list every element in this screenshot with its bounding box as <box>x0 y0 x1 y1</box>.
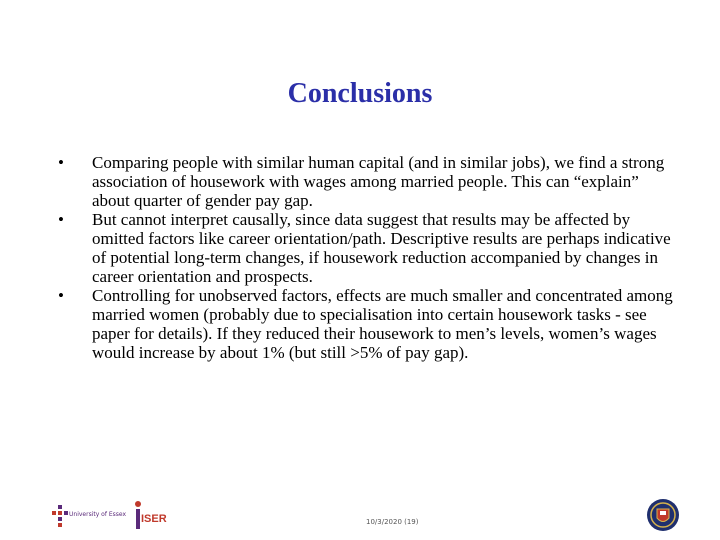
essex-logo-text: University of Essex <box>69 511 127 518</box>
slide-title: Conclusions <box>287 78 433 109</box>
iser-logo <box>134 500 174 530</box>
bullet-text: Controlling for unobserved factors, effects are much smaller and concentrated among married women (probably due to specialisation into certain housework tasks - see paper for details). If they reduced their housework to men’s levels, women’s wages would increase by about 1% (but still >5% of pay gap). <box>92 286 673 362</box>
footer-date-page: 10/3/2020 (19) <box>366 518 419 526</box>
bullet-marker: • <box>58 153 64 172</box>
bullet-item <box>58 286 678 362</box>
bullet-marker: • <box>58 286 64 305</box>
iser-logo-text: ISER <box>141 513 167 525</box>
bullet-text: Comparing people with similar human capital (and in similar jobs), we find a strong association of housework with wages among married people. This can “explain” about quarter of gender pay gap. <box>92 153 665 210</box>
essex-mark-icon <box>52 505 68 527</box>
bullet-text: But cannot interpret causally, since data suggest that results may be affected by omitted factors like career orientation/path. Descriptive results are perhaps indicative of potential long-term changes, if housework reduction accompanied by changes in career orientation and prospects. <box>92 210 671 286</box>
bullet-item <box>58 210 678 286</box>
university-crest-icon <box>646 497 680 533</box>
bullet-marker: • <box>58 210 64 229</box>
bullet-list <box>58 153 678 362</box>
bullet-item <box>58 153 678 210</box>
